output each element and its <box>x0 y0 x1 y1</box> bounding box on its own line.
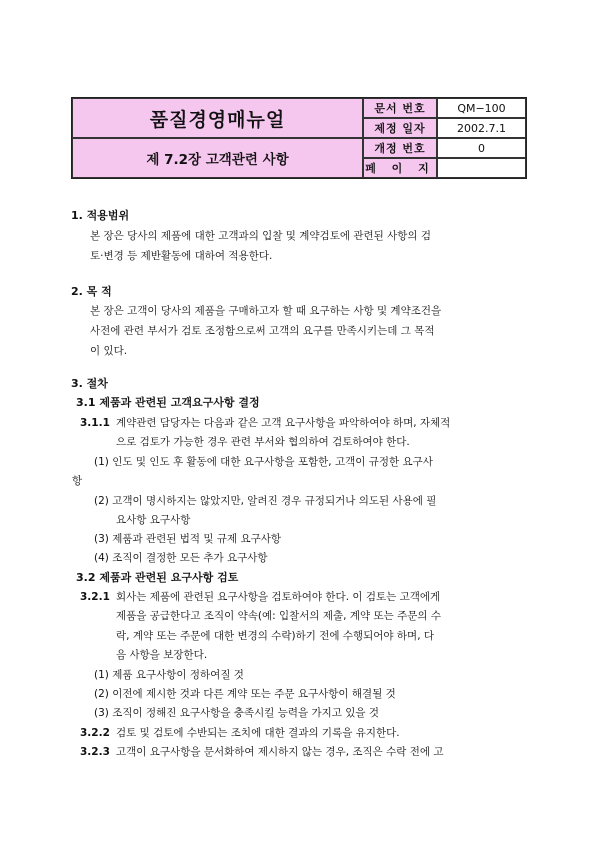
clause-number: 3.1.1 <box>80 417 110 429</box>
list-item: (4) 조직이 결정한 모든 추가 요구사항 <box>94 552 268 564</box>
clause-number: 3.2.2 <box>80 727 110 739</box>
list-item: (2) 이전에 제시한 것과 다른 계약 또는 주문 요구사항이 해결될 것 <box>94 688 396 700</box>
paragraph-line: 검토 및 검토에 수반되는 조치에 대한 결과의 기록을 유지한다. <box>116 727 400 739</box>
chapter-title: 제 7.2장 고객관련 사항 <box>72 138 363 178</box>
page-label: 페 이 지 <box>363 158 437 178</box>
clause-number: 3.2.3 <box>80 746 110 758</box>
paragraph-line: 계약관련 담당자는 다음과 같은 고객 요구사항을 파악하여야 하며, 자체적 <box>116 417 451 429</box>
paragraph-line: 고객이 요구사항을 문서화하여 제시하지 않는 경우, 조직은 수락 전에 고 <box>116 746 444 758</box>
issue-date-label: 제정 일자 <box>363 118 437 138</box>
list-item: (1) 인도 및 인도 후 활동에 대한 요구사항을 포함한, 고객이 규정한 요구사 <box>94 456 433 468</box>
list-item: 요사항 요구사항 <box>116 514 191 526</box>
list-item: (3) 제품과 관련된 법적 및 규제 요구사항 <box>94 533 282 545</box>
section-heading: 2. 목 적 <box>71 285 112 298</box>
paragraph-line: 토·변경 등 제반활동에 대하여 적용한다. <box>90 250 273 262</box>
paragraph-line: 본 장은 고객이 당사의 제품을 구매하고자 할 때 요구하는 사항 및 계약조건을 <box>90 305 442 317</box>
paragraph-line: 락, 계약 또는 주문에 대한 변경의 수락)하기 전에 수행되어야 하며, 다 <box>116 630 435 642</box>
page-value <box>437 158 526 178</box>
revision-label: 개정 번호 <box>363 138 437 158</box>
manual-title: 품질경영매뉴얼 <box>72 98 363 138</box>
document-header-table <box>71 97 527 179</box>
issue-date-value: 2002.7.1 <box>437 118 526 138</box>
paragraph-line: 본 장은 당사의 제품에 대한 고객과의 입찰 및 계약검토에 관련된 사항의 검 <box>90 230 432 242</box>
section-heading: 3. 절차 <box>71 377 108 390</box>
paragraph-line: 사전에 관련 부서가 검토 조정함으로써 고객의 요구를 만족시키는데 그 목적 <box>90 325 435 337</box>
section-heading: 1. 적용범위 <box>71 209 130 222</box>
paragraph-line: 회사는 제품에 관련된 요구사항을 검토하여야 한다. 이 검토는 고객에게 <box>116 591 441 603</box>
doc-number-value: QM−100 <box>437 98 526 118</box>
paragraph-line: 으로 검토가 가능한 경우 관련 부서와 협의하여 검토하여야 한다. <box>116 436 410 448</box>
clause-number: 3.2.1 <box>80 591 110 603</box>
subsection-heading: 3.2 제품과 관련된 요구사항 검토 <box>76 571 239 584</box>
revision-value: 0 <box>437 138 526 158</box>
list-item: 항 <box>72 475 83 487</box>
list-item: (3) 조직이 정해진 요구사항을 충족시킬 능력을 가지고 있을 것 <box>94 707 380 719</box>
list-item: (1) 제품 요구사항이 정하여질 것 <box>94 669 244 681</box>
subsection-heading: 3.1 제품과 관련된 고객요구사항 결정 <box>76 396 260 409</box>
paragraph-line: 제품을 공급한다고 조직이 약속(예: 입찰서의 제출, 계약 또는 주문의 수 <box>116 610 442 622</box>
list-item: (2) 고객이 명시하지는 않았지만, 알려진 경우 규정되거나 의도된 사용에 필 <box>94 495 437 507</box>
doc-number-label: 문서 번호 <box>363 98 437 118</box>
paragraph-line: 이 있다. <box>90 345 128 357</box>
paragraph-line: 음 사항을 보장한다. <box>116 649 208 661</box>
